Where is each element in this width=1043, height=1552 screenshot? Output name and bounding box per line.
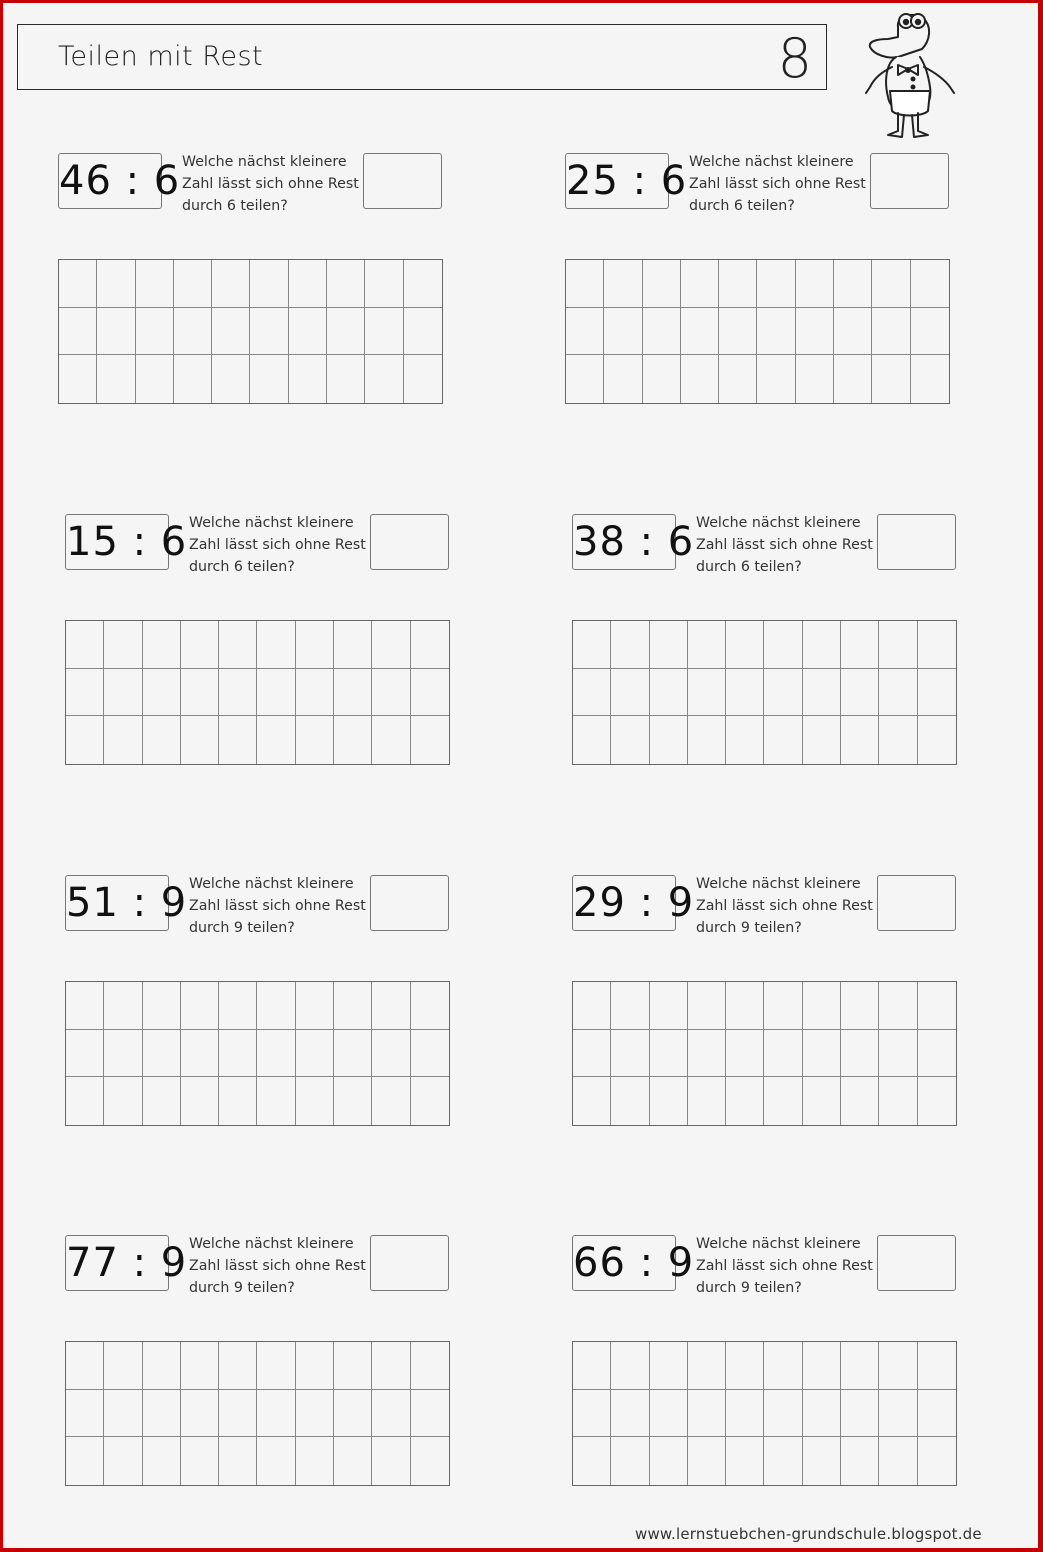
grid-cell[interactable] (911, 308, 949, 356)
grid-cell[interactable] (257, 1342, 295, 1390)
grid-cell[interactable] (688, 1437, 726, 1485)
grid-cell[interactable] (257, 669, 295, 717)
grid-cell[interactable] (757, 308, 795, 356)
grid-cell[interactable] (59, 355, 97, 403)
grid-cell[interactable] (411, 669, 449, 717)
division-equation: 38 : 6 (572, 514, 676, 570)
grid-cell[interactable] (650, 669, 688, 717)
grid-cell[interactable] (688, 1342, 726, 1390)
grid-cell[interactable] (296, 1437, 334, 1485)
grid-cell[interactable] (334, 982, 372, 1030)
grid-cell[interactable] (796, 355, 834, 403)
grid-cell[interactable] (726, 1342, 764, 1390)
question-text: Welche nächst kleinere Zahl lässt sich ohne Rest durch 9 teilen? (189, 1236, 366, 1296)
grid-cell[interactable] (573, 1077, 611, 1125)
grid-cell[interactable] (372, 716, 410, 764)
grid-cell[interactable] (327, 355, 365, 403)
grid-cell[interactable] (911, 355, 949, 403)
grid-cell[interactable] (879, 716, 917, 764)
grid-cell[interactable] (573, 982, 611, 1030)
grid-cell[interactable] (688, 621, 726, 669)
grid-cell[interactable] (334, 716, 372, 764)
division-task (572, 875, 962, 1135)
grid-cell[interactable] (212, 355, 250, 403)
grid-cell[interactable] (219, 1030, 257, 1078)
grid-cell[interactable] (257, 1437, 295, 1485)
grid-cell[interactable] (726, 1077, 764, 1125)
grid-cell[interactable] (688, 1077, 726, 1125)
grid-cell[interactable] (372, 982, 410, 1030)
mascot-illustration (858, 7, 968, 147)
grid-cell[interactable] (650, 982, 688, 1030)
question-text: Welche nächst kleinere Zahl lässt sich ohne Rest durch 6 teilen? (182, 154, 359, 214)
grid-cell[interactable] (66, 669, 104, 717)
grid-cell[interactable] (181, 1390, 219, 1438)
grid-cell[interactable] (181, 982, 219, 1030)
grid-cell[interactable] (688, 982, 726, 1030)
grid-cell[interactable] (573, 716, 611, 764)
grid-cell[interactable] (136, 260, 174, 308)
grid-cell[interactable] (219, 1342, 257, 1390)
division-equation: 25 : 6 (565, 153, 669, 209)
grid-cell[interactable] (411, 621, 449, 669)
grid-cell[interactable] (411, 1077, 449, 1125)
grid-cell[interactable] (404, 355, 442, 403)
grid-cell[interactable] (611, 1390, 649, 1438)
grid-cell[interactable] (872, 260, 910, 308)
grid-cell[interactable] (257, 621, 295, 669)
grid-cell[interactable] (181, 1342, 219, 1390)
grid-cell[interactable] (573, 621, 611, 669)
grid-cell[interactable] (97, 308, 135, 356)
grid-cell[interactable] (411, 1390, 449, 1438)
division-task (58, 153, 448, 413)
grid-cell[interactable] (726, 716, 764, 764)
grid-cell[interactable] (803, 1437, 841, 1485)
grid-cell[interactable] (611, 716, 649, 764)
grid-cell[interactable] (604, 355, 642, 403)
grid-cell[interactable] (66, 1390, 104, 1438)
grid-cell[interactable] (289, 308, 327, 356)
grid-cell[interactable] (688, 1030, 726, 1078)
grid-cell[interactable] (918, 669, 956, 717)
grid-cell[interactable] (372, 669, 410, 717)
division-task (565, 153, 955, 413)
grid-cell[interactable] (834, 260, 872, 308)
question-text: Welche nächst kleinere Zahl lässt sich ohne Rest durch 9 teilen? (696, 1236, 873, 1296)
grid-cell[interactable] (764, 1030, 802, 1078)
grid-cell[interactable] (257, 1077, 295, 1125)
grid-cell[interactable] (681, 260, 719, 308)
division-task (65, 1235, 455, 1495)
grid-cell[interactable] (726, 669, 764, 717)
grid-cell[interactable] (104, 982, 142, 1030)
grid-cell[interactable] (834, 355, 872, 403)
grid-cell[interactable] (611, 621, 649, 669)
answer-box[interactable] (363, 153, 442, 209)
grid-cell[interactable] (803, 1077, 841, 1125)
grid-cell[interactable] (841, 1030, 879, 1078)
grid-cell[interactable] (219, 1077, 257, 1125)
grid-cell[interactable] (104, 669, 142, 717)
grid-cell[interactable] (918, 1437, 956, 1485)
grid-cell[interactable] (59, 260, 97, 308)
worksheet-page (3, 3, 1038, 1548)
grid-cell[interactable] (296, 1030, 334, 1078)
division-task (572, 514, 962, 774)
calculation-grid[interactable] (65, 620, 450, 765)
grid-cell[interactable] (796, 260, 834, 308)
calculation-grid[interactable] (572, 1341, 957, 1486)
grid-cell[interactable] (334, 1437, 372, 1485)
grid-cell[interactable] (918, 1390, 956, 1438)
question-text: Welche nächst kleinere Zahl lässt sich ohne Rest durch 6 teilen? (689, 154, 866, 214)
grid-cell[interactable] (803, 716, 841, 764)
grid-cell[interactable] (66, 621, 104, 669)
grid-cell[interactable] (104, 1390, 142, 1438)
grid-cell[interactable] (764, 716, 802, 764)
grid-cell[interactable] (372, 621, 410, 669)
grid-cell[interactable] (181, 1030, 219, 1078)
grid-cell[interactable] (918, 621, 956, 669)
question-text: Welche nächst kleinere Zahl lässt sich ohne Rest durch 6 teilen? (189, 515, 366, 575)
division-equation: 66 : 9 (572, 1235, 676, 1291)
grid-cell[interactable] (872, 355, 910, 403)
calculation-grid[interactable] (65, 981, 450, 1126)
grid-cell[interactable] (334, 1030, 372, 1078)
grid-cell[interactable] (764, 621, 802, 669)
grid-cell[interactable] (334, 669, 372, 717)
grid-cell[interactable] (143, 982, 181, 1030)
grid-cell[interactable] (566, 308, 604, 356)
worksheet-number: 8 (777, 27, 812, 90)
grid-cell[interactable] (136, 355, 174, 403)
grid-cell[interactable] (250, 308, 288, 356)
grid-cell[interactable] (104, 716, 142, 764)
grid-cell[interactable] (372, 1077, 410, 1125)
grid-cell[interactable] (879, 1030, 917, 1078)
grid-cell[interactable] (841, 621, 879, 669)
grid-cell[interactable] (650, 1030, 688, 1078)
grid-cell[interactable] (764, 1342, 802, 1390)
grid-cell[interactable] (181, 1437, 219, 1485)
grid-cell[interactable] (219, 621, 257, 669)
grid-cell[interactable] (257, 982, 295, 1030)
grid-cell[interactable] (219, 1390, 257, 1438)
grid-cell[interactable] (411, 1030, 449, 1078)
grid-cell[interactable] (365, 308, 403, 356)
grid-cell[interactable] (879, 1437, 917, 1485)
calculation-grid[interactable] (65, 1341, 450, 1486)
grid-cell[interactable] (643, 308, 681, 356)
grid-cell[interactable] (181, 716, 219, 764)
grid-cell[interactable] (181, 1077, 219, 1125)
grid-cell[interactable] (334, 1077, 372, 1125)
grid-cell[interactable] (573, 1342, 611, 1390)
grid-cell[interactable] (879, 669, 917, 717)
grid-cell[interactable] (604, 260, 642, 308)
calculation-grid[interactable] (572, 620, 957, 765)
footer-url: www.lernstuebchen-grundschule.blogspot.de (635, 1525, 982, 1543)
grid-cell[interactable] (143, 1342, 181, 1390)
grid-cell[interactable] (611, 1342, 649, 1390)
grid-cell[interactable] (796, 308, 834, 356)
grid-cell[interactable] (143, 1390, 181, 1438)
grid-cell[interactable] (296, 982, 334, 1030)
grid-cell[interactable] (650, 1342, 688, 1390)
grid-cell[interactable] (566, 260, 604, 308)
grid-cell[interactable] (573, 669, 611, 717)
grid-cell[interactable] (681, 308, 719, 356)
grid-cell[interactable] (611, 669, 649, 717)
grid-cell[interactable] (411, 982, 449, 1030)
grid-cell[interactable] (372, 1390, 410, 1438)
grid-cell[interactable] (726, 1437, 764, 1485)
header-box (17, 24, 827, 90)
grid-cell[interactable] (841, 1437, 879, 1485)
grid-cell[interactable] (372, 1342, 410, 1390)
answer-box[interactable] (877, 514, 956, 570)
grid-cell[interactable] (97, 355, 135, 403)
grid-cell[interactable] (573, 1030, 611, 1078)
grid-cell[interactable] (66, 716, 104, 764)
grid-cell[interactable] (219, 716, 257, 764)
grid-cell[interactable] (212, 260, 250, 308)
grid-cell[interactable] (257, 716, 295, 764)
grid-cell[interactable] (250, 355, 288, 403)
grid-cell[interactable] (872, 308, 910, 356)
division-equation: 77 : 9 (65, 1235, 169, 1291)
grid-cell[interactable] (334, 1342, 372, 1390)
answer-box[interactable] (370, 514, 449, 570)
grid-cell[interactable] (841, 669, 879, 717)
grid-cell[interactable] (296, 1342, 334, 1390)
grid-cell[interactable] (411, 1342, 449, 1390)
grid-cell[interactable] (879, 621, 917, 669)
grid-cell[interactable] (918, 1342, 956, 1390)
grid-cell[interactable] (143, 1030, 181, 1078)
grid-cell[interactable] (327, 308, 365, 356)
grid-cell[interactable] (841, 716, 879, 764)
grid-cell[interactable] (757, 260, 795, 308)
grid-cell[interactable] (143, 1077, 181, 1125)
grid-cell[interactable] (257, 1390, 295, 1438)
grid-cell[interactable] (757, 355, 795, 403)
grid-cell[interactable] (404, 308, 442, 356)
answer-box[interactable] (870, 153, 949, 209)
grid-cell[interactable] (66, 1077, 104, 1125)
grid-cell[interactable] (143, 1437, 181, 1485)
grid-cell[interactable] (372, 1437, 410, 1485)
division-task (65, 514, 455, 774)
grid-cell[interactable] (174, 308, 212, 356)
grid-cell[interactable] (918, 1077, 956, 1125)
grid-cell[interactable] (879, 1390, 917, 1438)
grid-cell[interactable] (764, 1077, 802, 1125)
grid-cell[interactable] (918, 982, 956, 1030)
grid-cell[interactable] (104, 1077, 142, 1125)
grid-cell[interactable] (611, 1077, 649, 1125)
grid-cell[interactable] (764, 669, 802, 717)
grid-cell[interactable] (611, 982, 649, 1030)
answer-box[interactable] (370, 875, 449, 931)
grid-cell[interactable] (611, 1030, 649, 1078)
grid-cell[interactable] (289, 260, 327, 308)
grid-cell[interactable] (66, 1342, 104, 1390)
grid-cell[interactable] (611, 1437, 649, 1485)
grid-cell[interactable] (681, 355, 719, 403)
grid-cell[interactable] (879, 1342, 917, 1390)
grid-cell[interactable] (841, 1342, 879, 1390)
grid-cell[interactable] (726, 1390, 764, 1438)
grid-cell[interactable] (841, 1077, 879, 1125)
division-equation: 51 : 9 (65, 875, 169, 931)
grid-cell[interactable] (174, 260, 212, 308)
grid-cell[interactable] (66, 982, 104, 1030)
grid-cell[interactable] (688, 669, 726, 717)
grid-cell[interactable] (97, 260, 135, 308)
grid-cell[interactable] (604, 308, 642, 356)
grid-cell[interactable] (573, 1437, 611, 1485)
grid-cell[interactable] (650, 1437, 688, 1485)
grid-cell[interactable] (212, 308, 250, 356)
grid-cell[interactable] (803, 1342, 841, 1390)
grid-cell[interactable] (918, 1030, 956, 1078)
grid-cell[interactable] (143, 716, 181, 764)
grid-cell[interactable] (296, 621, 334, 669)
grid-cell[interactable] (219, 669, 257, 717)
division-equation: 29 : 9 (572, 875, 676, 931)
grid-cell[interactable] (66, 1030, 104, 1078)
grid-cell[interactable] (650, 716, 688, 764)
grid-cell[interactable] (296, 669, 334, 717)
grid-cell[interactable] (66, 1437, 104, 1485)
grid-cell[interactable] (289, 355, 327, 403)
grid-cell[interactable] (764, 982, 802, 1030)
grid-cell[interactable] (296, 716, 334, 764)
grid-cell[interactable] (257, 1030, 295, 1078)
answer-box[interactable] (877, 875, 956, 931)
grid-cell[interactable] (803, 669, 841, 717)
grid-cell[interactable] (650, 621, 688, 669)
grid-cell[interactable] (104, 621, 142, 669)
grid-cell[interactable] (566, 355, 604, 403)
grid-cell[interactable] (803, 1030, 841, 1078)
grid-cell[interactable] (411, 1437, 449, 1485)
grid-cell[interactable] (911, 260, 949, 308)
grid-cell[interactable] (104, 1342, 142, 1390)
grid-cell[interactable] (803, 621, 841, 669)
grid-cell[interactable] (334, 1390, 372, 1438)
answer-box[interactable] (370, 1235, 449, 1291)
grid-cell[interactable] (411, 716, 449, 764)
worksheet-title: Teilen mit Rest (58, 41, 264, 72)
grid-cell[interactable] (334, 621, 372, 669)
grid-cell[interactable] (143, 621, 181, 669)
answer-box[interactable] (877, 1235, 956, 1291)
division-task (65, 875, 455, 1135)
division-equation: 15 : 6 (65, 514, 169, 570)
grid-cell[interactable] (104, 1030, 142, 1078)
grid-cell[interactable] (803, 982, 841, 1030)
grid-cell[interactable] (726, 621, 764, 669)
division-equation: 46 : 6 (58, 153, 162, 209)
grid-cell[interactable] (918, 716, 956, 764)
grid-cell[interactable] (688, 1390, 726, 1438)
grid-cell[interactable] (841, 982, 879, 1030)
grid-cell[interactable] (719, 308, 757, 356)
grid-cell[interactable] (104, 1437, 142, 1485)
grid-cell[interactable] (219, 982, 257, 1030)
grid-cell[interactable] (643, 260, 681, 308)
question-text: Welche nächst kleinere Zahl lässt sich ohne Rest durch 9 teilen? (696, 876, 873, 936)
grid-cell[interactable] (841, 1390, 879, 1438)
calculation-grid[interactable] (58, 259, 443, 404)
grid-cell[interactable] (59, 308, 97, 356)
grid-cell[interactable] (688, 716, 726, 764)
grid-cell[interactable] (879, 982, 917, 1030)
grid-cell[interactable] (719, 355, 757, 403)
grid-cell[interactable] (834, 308, 872, 356)
grid-cell[interactable] (136, 308, 174, 356)
grid-cell[interactable] (650, 1077, 688, 1125)
grid-cell[interactable] (764, 1390, 802, 1438)
grid-cell[interactable] (404, 260, 442, 308)
question-text: Welche nächst kleinere Zahl lässt sich ohne Rest durch 6 teilen? (696, 515, 873, 575)
grid-cell[interactable] (764, 1437, 802, 1485)
grid-cell[interactable] (219, 1437, 257, 1485)
question-text: Welche nächst kleinere Zahl lässt sich ohne Rest durch 9 teilen? (189, 876, 366, 936)
grid-cell[interactable] (181, 621, 219, 669)
grid-cell[interactable] (372, 1030, 410, 1078)
grid-cell[interactable] (650, 1390, 688, 1438)
grid-cell[interactable] (143, 669, 181, 717)
calculation-grid[interactable] (565, 259, 950, 404)
calculation-grid[interactable] (572, 981, 957, 1126)
grid-cell[interactable] (296, 1077, 334, 1125)
grid-cell[interactable] (365, 355, 403, 403)
grid-cell[interactable] (726, 1030, 764, 1078)
grid-cell[interactable] (250, 260, 288, 308)
grid-cell[interactable] (365, 260, 403, 308)
grid-cell[interactable] (719, 260, 757, 308)
grid-cell[interactable] (643, 355, 681, 403)
division-task (572, 1235, 962, 1495)
grid-cell[interactable] (296, 1390, 334, 1438)
grid-cell[interactable] (726, 982, 764, 1030)
grid-cell[interactable] (803, 1390, 841, 1438)
grid-cell[interactable] (879, 1077, 917, 1125)
grid-cell[interactable] (174, 355, 212, 403)
grid-cell[interactable] (573, 1390, 611, 1438)
grid-cell[interactable] (181, 669, 219, 717)
grid-cell[interactable] (327, 260, 365, 308)
